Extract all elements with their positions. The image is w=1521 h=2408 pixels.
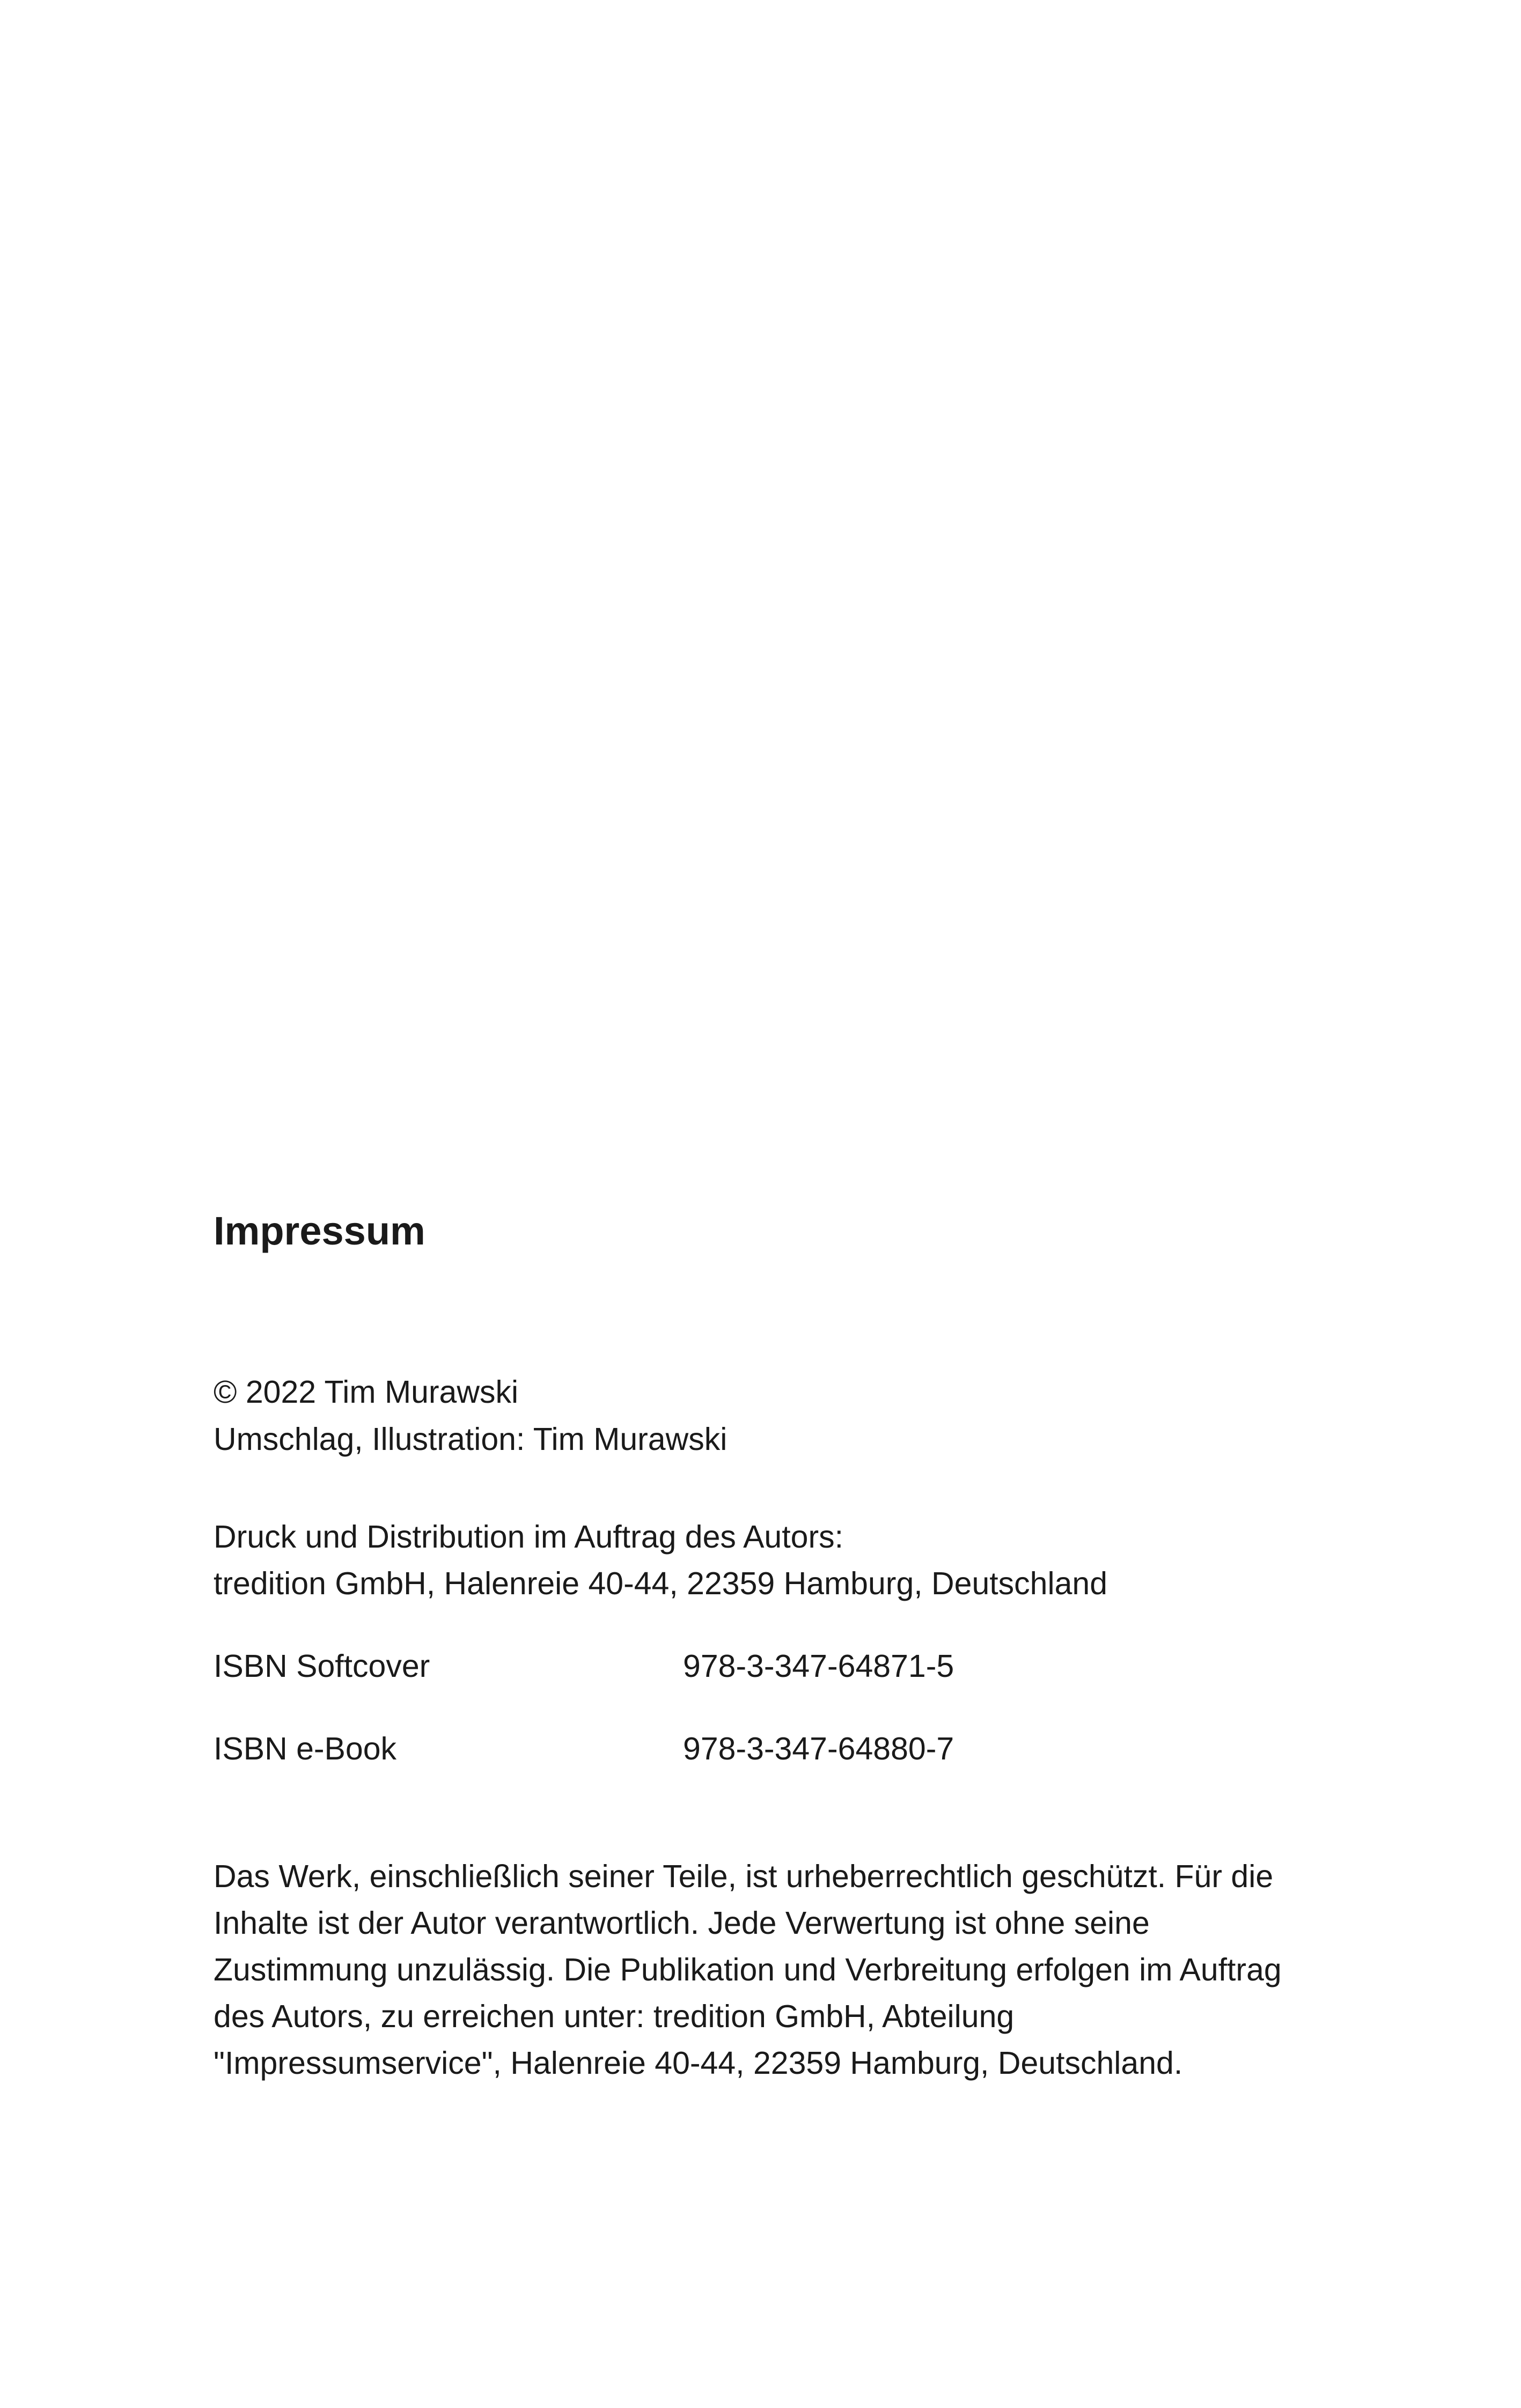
copyright-notice-line: des Autors, zu erreichen unter: tredition GmbH, Abteilung: [214, 1999, 1015, 2034]
isbn-ebook-value: 978-3-347-64880-7: [683, 1731, 954, 1766]
copyright-notice-line: "Impressumservice", Halenreie 40-44, 22359 Hamburg, Deutschland.: [214, 2045, 1183, 2081]
isbn-ebook-label: ISBN e-Book: [214, 1731, 397, 1766]
isbn-softcover-value: 978-3-347-64871-5: [683, 1648, 954, 1684]
distribution-label: Druck und Distribution im Auftrag des Autors:: [214, 1519, 843, 1555]
isbn-softcover-label: ISBN Softcover: [214, 1648, 430, 1684]
copyright-notice-line: Zustimmung unzulässig. Die Publikation und Verbreitung erfolgen im Auftrag: [214, 1952, 1282, 1987]
copyright-notice: [214, 1853, 1351, 2087]
distribution-address: tredition GmbH, Halenreie 40-44, 22359 Hamburg, Deutschland: [214, 1566, 1108, 1601]
copyright-notice-line: Das Werk, einschließlich seiner Teile, ist urheberrechtlich geschützt. Für die: [214, 1859, 1274, 1894]
page-title: Impressum: [214, 1209, 425, 1253]
cover-credit-line: Umschlag, Illustration: Tim Murawski: [214, 1422, 728, 1457]
copyright-notice-line: Inhalte ist der Autor verantwortlich. Jede Verwertung ist ohne seine: [214, 1905, 1150, 1941]
copyright-line: © 2022 Tim Murawski: [214, 1374, 519, 1410]
